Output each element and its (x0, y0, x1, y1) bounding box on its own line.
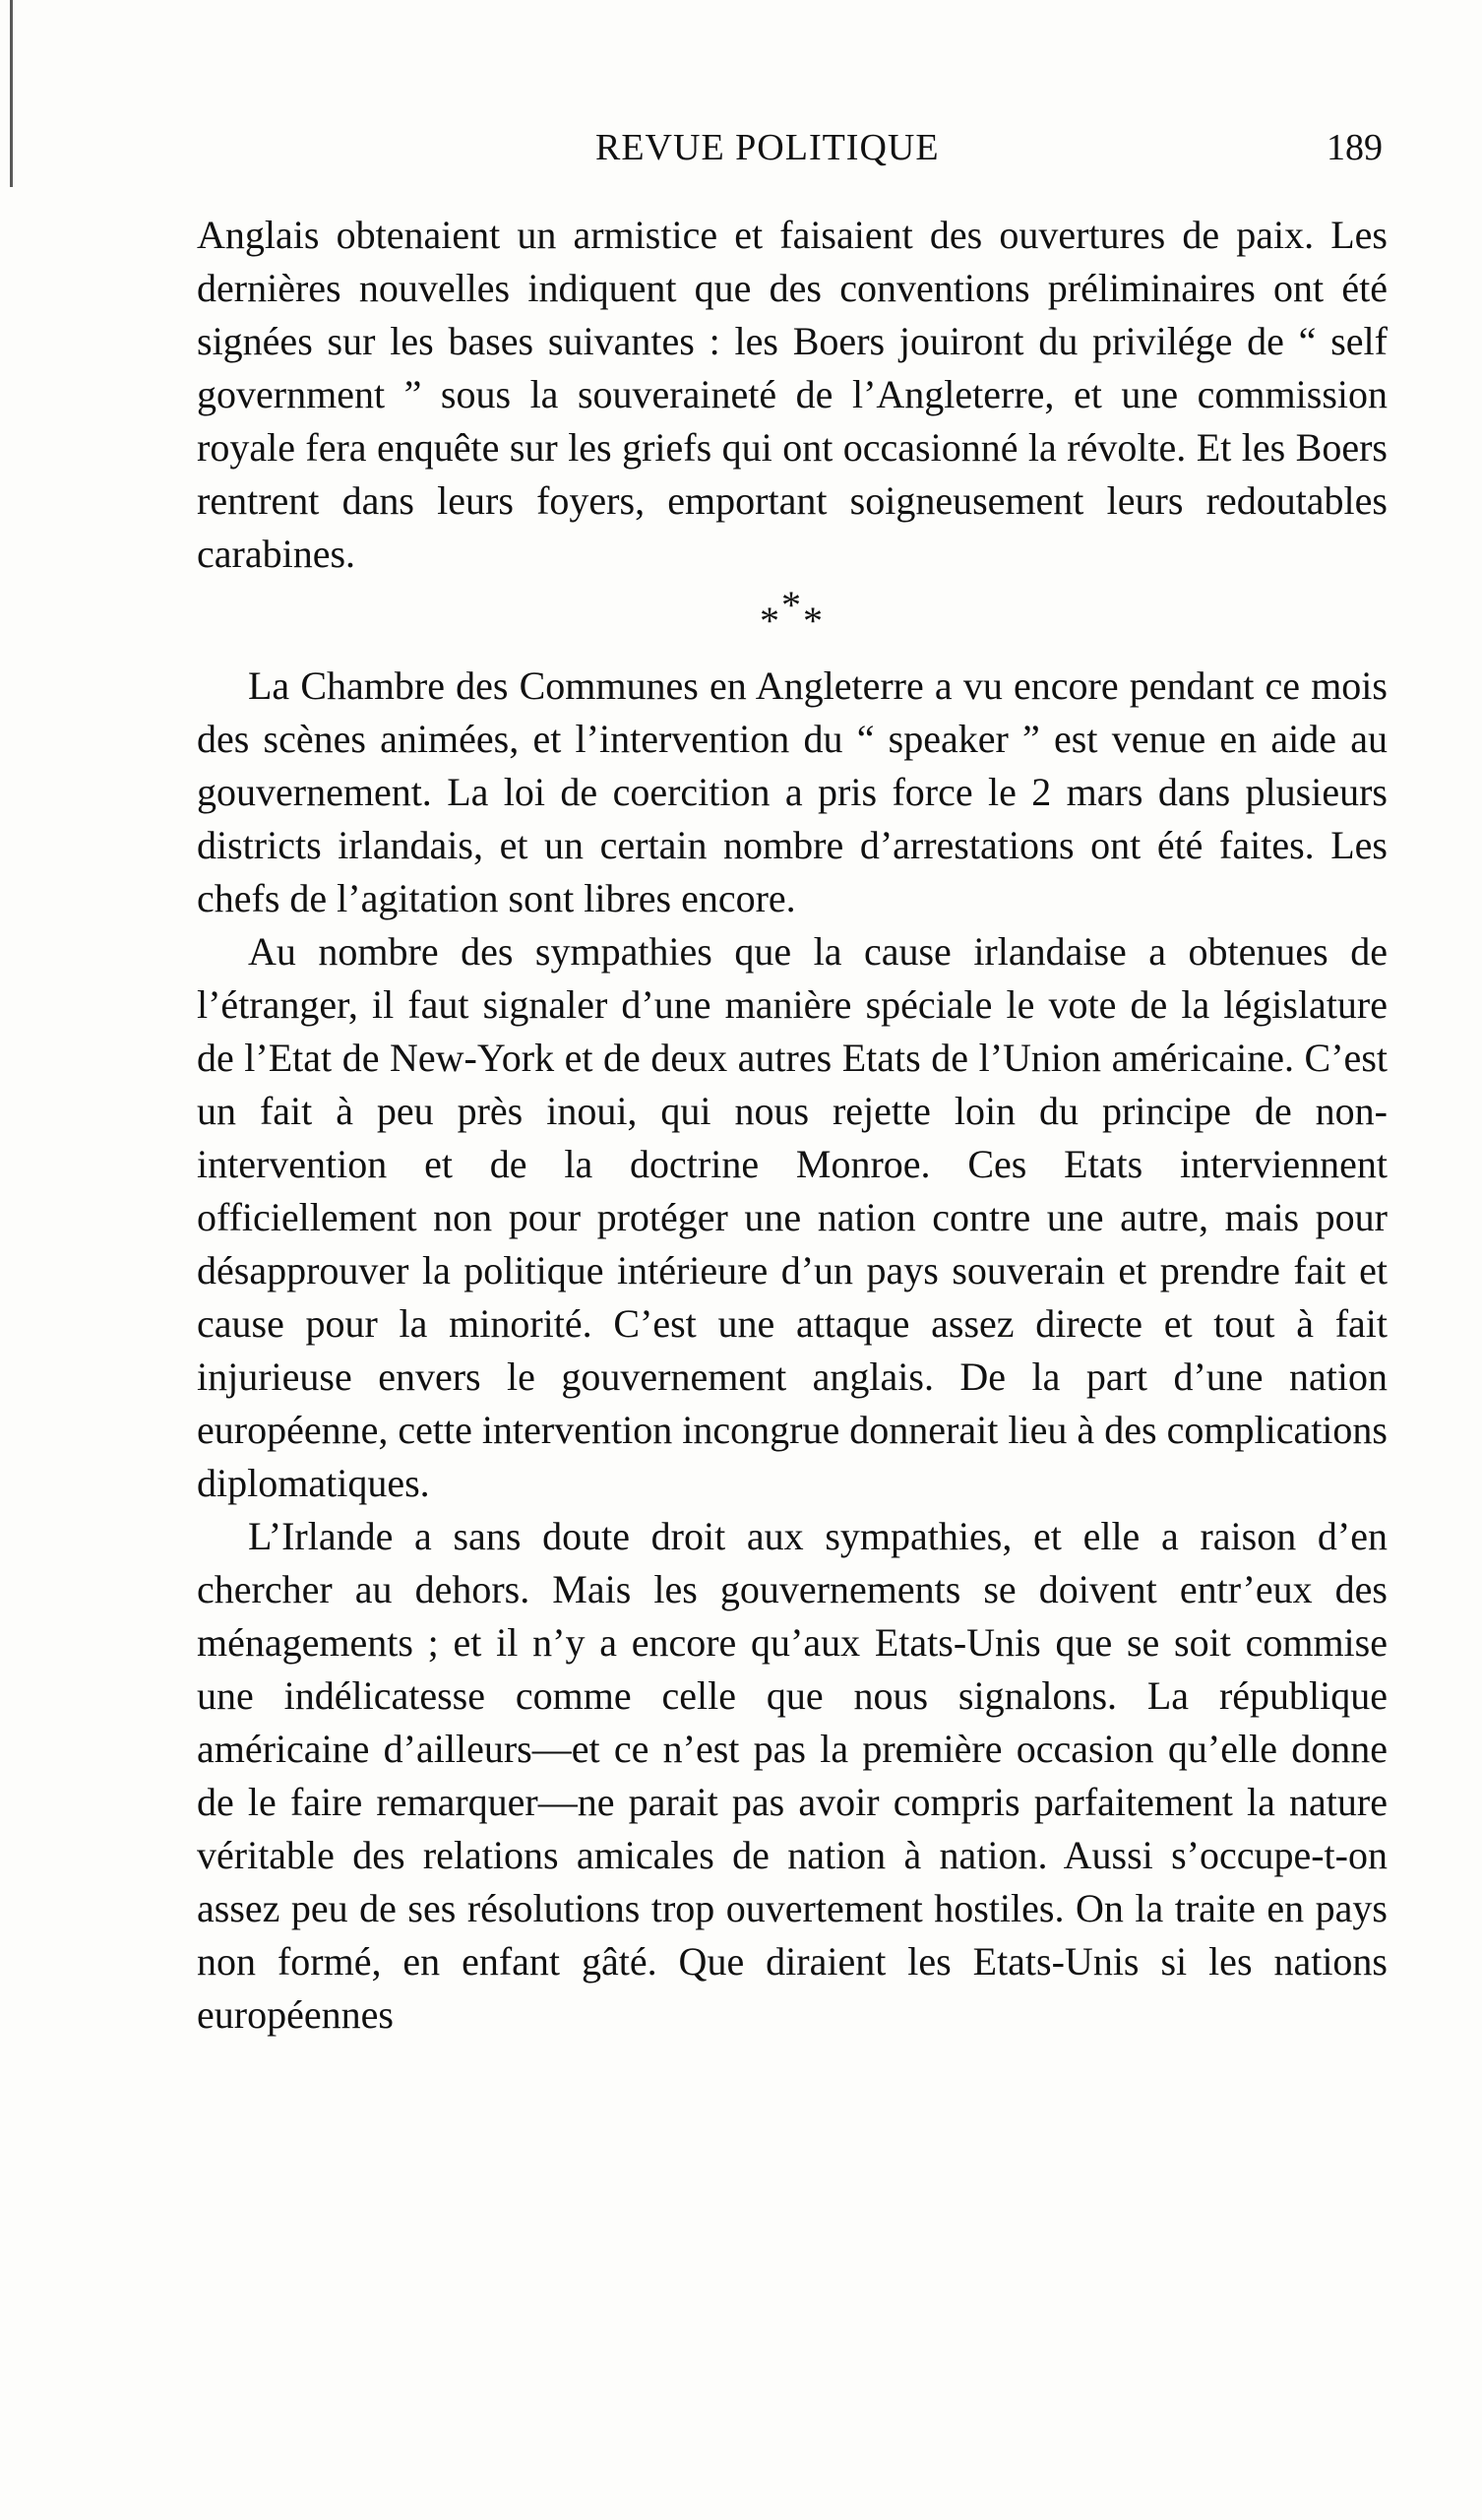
asterism-right-star: * (803, 598, 825, 643)
page-number: 189 (1327, 127, 1383, 168)
running-title: REVUE POLITIQUE (595, 127, 940, 168)
scan-edge-line (10, 0, 13, 187)
paragraph-1: Anglais obtenaient un armistice et faisaient des ouvertures de paix. Les dernières nouvelles indiquent que des conventions préliminaires ont été signées sur les bases suivantes : les Boers jouiront du privilége de “ self government ” sous la souveraineté de l’Angleterre, et une commission royale fera enquête sur les griefs qui ont occasionné la révolte. Et les Boers rentrent dans leurs foyers, emportant soigneusement leurs redoutables carabines. (197, 213, 1388, 576)
asterism-separator (197, 581, 1388, 660)
paragraph-3: Au nombre des sympathies que la cause irlandaise a obtenues de l’étranger, il faut signaler d’une manière spéciale le vote de la législature de l’Etat de New-York et de deux autres Etats de l’Union américaine. C’est un fait à peu près inoui, qui nous rejette loin du principe de non-intervention et de la doctrine Monroe. Ces Etats interviennent officiellement non pour protéger une nation contre une autre, mais pour désapprouver la politique intérieure d’un pays souverain et prendre fait et cause pour la minorité. C’est une attaque assez directe et tout à fait injurieuse envers le gouvernement anglais. De la part d’une nation européenne, cette intervention incongrue donnerait lieu à des complications diplomatiques. (197, 929, 1388, 1505)
paragraph-4: L’Irlande a sans doute droit aux sympathies, et elle a raison d’en chercher au dehors. Mais les gouvernements se doivent entr’eux des ménagements ; et il n’y a encore qu’aux Etats-Unis que se soit commise une indélicatesse comme celle que nous signalons. La république américaine d’ailleurs—et ce n’est pas la première occasion qu’elle donne de le faire remarquer—ne parait pas avoir compris parfaitement la nature véritable des relations amicales de nation à nation. Aussi s’occupe-t-on assez peu de ses résolutions trop ouvertement hostiles. On la traite en pays non formé, en enfant gâté. Que diraient les Etats-Unis si les nations européennes (197, 1514, 1388, 2037)
asterism-left-star: * (760, 598, 781, 643)
body-text (197, 209, 1388, 2042)
asterism-middle-star: * (781, 583, 803, 627)
paragraph-2: La Chambre des Communes en Angleterre a vu encore pendant ce mois des scènes animées, et l’intervention du “ speaker ” est venue en aide au gouvernement. La loi de coercition a pris force le 2 mars dans plusieurs districts irlandais, et un certain nombre d’arrestations ont été faites. Les chefs de l’agitation sont libres encore. (197, 663, 1388, 920)
page-header (192, 126, 1383, 185)
